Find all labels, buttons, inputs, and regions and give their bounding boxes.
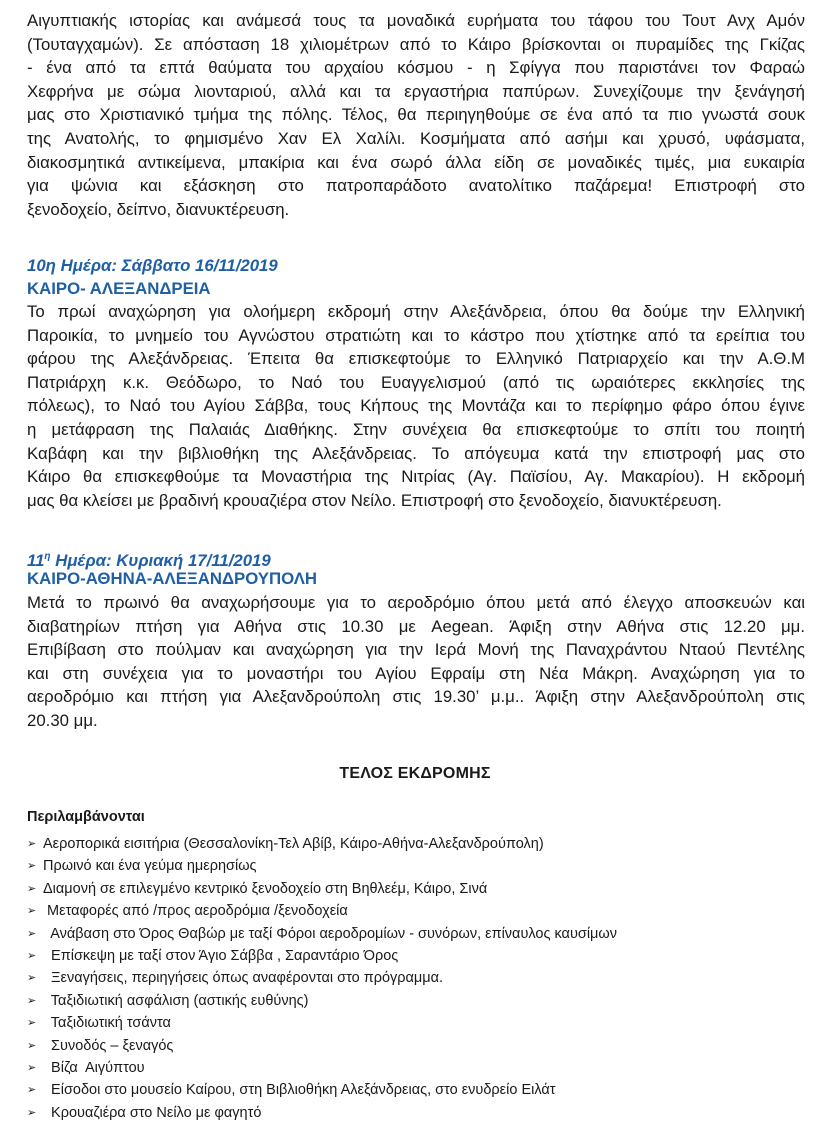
day11-line: και στη συνέχεια για το μοναστήρι του Αγίου Εφραίμ στη Νέα Μάκρη. Αναχώρηση για το xyxy=(27,663,805,683)
includes-title: Περιλαμβάνονται xyxy=(27,809,145,825)
day10-line: η μετάφραση της Παλαιάς Διαθήκης. Στην συνέχεια θα επισκεφτούμε το σπίτι του ποιητή xyxy=(27,419,805,439)
includes-item xyxy=(27,900,617,922)
day10-line: φάρου της Αλεξάνδρειας. Έπειτα θα επισκεφτούμε το Ελληνικό Πατριαρχείο και την Α.Θ.Μ xyxy=(27,349,805,369)
includes-item xyxy=(27,855,617,877)
includes-item xyxy=(27,1102,617,1124)
includes-item-text: Ταξιδιωτική τσάντα xyxy=(43,1015,171,1032)
day11-line: Μετά το πρωινό θα αναχωρήσουμε για το αεροδρόμιο όπου μετά από έλεγχο αποσκευών και xyxy=(27,593,805,612)
includes-item xyxy=(27,967,617,989)
arrow-bullet-icon: ➢ xyxy=(27,972,37,985)
day10-line: μας θα κλείσει με βραδινή κρουαζιέρα στον Νείλο. Επιστροφή στο ξενοδοχείο, διανυκτέρευση. xyxy=(27,490,722,510)
includes-item-text: Πρωινό και ένα γεύμα ημερησίως xyxy=(43,858,257,875)
arrow-bullet-icon: ➢ xyxy=(27,1084,37,1097)
day11-subtitle: ΚΑΙΡΟ-ΑΘΗΝΑ-ΑΛΕΞΑΝΔΡΟΥΠΟΛΗ xyxy=(27,569,318,588)
arrow-bullet-icon: ➢ xyxy=(27,927,37,940)
intro-line: Χεφρήνα με σώμα λιονταριού, αλλά και τα εργαστήρια παπύρων. Συνεχίζουμε την ξενάγησή xyxy=(27,81,805,101)
includes-item xyxy=(27,1079,617,1101)
arrow-bullet-icon: ➢ xyxy=(27,882,37,895)
day11-title-num: 11 xyxy=(27,551,45,570)
intro-line: της Ανατολής, το φημισμένο Χαν Ελ Χαλίλι. Κοσμήματα από ασήμι και χρυσό, υφάσματα, xyxy=(27,128,805,148)
includes-item xyxy=(27,1012,617,1034)
includes-item-text: Αεροπορικά εισιτήρια (Θεσσαλονίκη-Τελ Αβίβ, Κάιρο-Αθήνα-Αλεξανδρούπολη) xyxy=(43,836,544,852)
day10-line: Το πρωί αναχώρηση για ολοήμερη εκδρομή στην Αλεξάνδρεια, όπου θα δούμε την Ελληνική xyxy=(27,302,805,321)
intro-line: ξενοδοχείο, δείπνο, διανυκτέρευση. xyxy=(27,199,290,219)
includes-item xyxy=(27,833,617,855)
day11-title-sup: η xyxy=(44,551,51,562)
day10-line: Παροικία, το μνημείο του Αγνώστου στρατιώτη και το κάστρο που χτίστηκε από τα ερείπια του xyxy=(27,325,805,345)
end-title: ΤΕΛΟΣ ΕΚΔΡΟΜΗΣ xyxy=(339,765,491,782)
intro-line: - ένα από τα επτά θαύματα του αρχαίου κόσμου - η Σφίγγα που παριστάνει τον Φαραώ xyxy=(27,58,805,78)
day10-line: Κάιρο θα επισκεφθούμε τα Μοναστήρια της Νιτρίας (Αγ. Παϊσίου, Αγ. Μακαρίου). Η εκδρομή xyxy=(27,467,805,487)
arrow-bullet-icon: ➢ xyxy=(27,838,37,850)
includes-item-text: Ανάβαση στο Όρος Θαβώρ με ταξί Φόροι αεροδρομίων - συνόρων, επίναυλος καυσίμων xyxy=(43,925,617,942)
arrow-bullet-icon: ➢ xyxy=(27,1017,37,1030)
includes-item xyxy=(27,1057,617,1079)
day11-paragraph xyxy=(27,591,805,733)
includes-item-text: Μεταφορές από /προς αεροδρόμια /ξενοδοχεία xyxy=(43,903,348,920)
includes-item-text: Είσοδοι στο μουσείο Καίρου, στη Βιβλιοθήκη Αλεξάνδρειας, στο ενυδρείο Ειλάτ xyxy=(43,1082,556,1099)
includes-item xyxy=(27,923,617,945)
includes-item-text: Βίζα Αιγύπτου xyxy=(43,1059,145,1076)
day10-title: 10η Ημέρα: Σάββατο 16/11/2019 xyxy=(27,256,278,275)
includes-item-text: Ταξιδιωτική ασφάλιση (αστικής ευθύνης) xyxy=(43,992,309,1009)
intro-line: διακοσμητικά αντικείμενα, μπακίρια και ένα σωρό άλλα είδη σε μοναδικές τιμές, μια ευκαιρία xyxy=(27,152,805,172)
arrow-bullet-icon: ➢ xyxy=(27,905,37,918)
day11-line: Επιβίβαση στο πούλμαν και αναχώρηση για την Ιερά Μονή της Παναχράντου Νταού Πεντέλης xyxy=(27,640,805,660)
includes-item xyxy=(27,990,617,1012)
intro-paragraph xyxy=(27,9,805,221)
day11-title-rest: Ημέρα: Κυριακή 17/11/2019 xyxy=(50,551,271,570)
day11-line: διαβατηρίων πτήση για Αθήνα στις 10.30 με Aegean. Άφιξη στην Αθήνα στις 12.20 μμ. xyxy=(27,616,805,636)
day10-line: Καβάφη και την βιβλιοθήκη της Αλεξάνδρειας. Το απόγευμα κατά την επιστροφή μας στο xyxy=(27,443,805,463)
includes-item-text: Συνοδός – ξεναγός xyxy=(43,1037,174,1054)
includes-item-text: Διαμονή σε επιλεγμένο κεντρικό ξενοδοχείο στη Βηθλεέμ, Κάιρο, Σινά xyxy=(43,880,488,897)
includes-item xyxy=(27,878,617,900)
day10-subtitle: ΚΑΙΡΟ- ΑΛΕΞΑΝΔΡΕΙΑ xyxy=(27,279,211,298)
arrow-bullet-icon: ➢ xyxy=(27,1061,37,1074)
includes-item xyxy=(27,1035,617,1057)
intro-line: Αιγυπτιακής ιστορίας και ανάμεσά τους τα μοναδικά ευρήματα του τάφου του Τουτ Ανχ Αμόν xyxy=(27,11,805,30)
includes-item-text: Κρουαζιέρα στο Νείλο με φαγητό xyxy=(43,1104,262,1121)
intro-line: (Τουταγχαμών). Σε απόσταση 18 χιλιομέτρων από το Κάιρο βρίσκονται οι πυραμίδες της Γκίζας xyxy=(27,34,805,54)
day10-paragraph xyxy=(27,300,805,512)
arrow-bullet-icon: ➢ xyxy=(27,1039,37,1052)
intro-line: για ψώνια και εξάσκηση στο πατροπαράδοτο ανατολίτικο παζάρεμα! Επιστροφή στο xyxy=(27,176,805,196)
arrow-bullet-icon: ➢ xyxy=(27,1106,37,1119)
includes-item-text: Επίσκεψη με ταξί στον Άγιο Σάββα , Σαραντάριο Όρος xyxy=(43,947,399,964)
arrow-bullet-icon: ➢ xyxy=(27,860,37,873)
includes-list xyxy=(27,833,617,1124)
arrow-bullet-icon: ➢ xyxy=(27,994,37,1007)
includes-item xyxy=(27,945,617,967)
arrow-bullet-icon: ➢ xyxy=(27,949,37,962)
day10-line: Πατριάρχη κ.κ. Θεόδωρο, το Ναό του Ευαγγελισμού (από τις ωραιότερες εκκλησίες της xyxy=(27,372,805,392)
day11-line: 20.30 μμ. xyxy=(27,710,98,730)
intro-line: μας στο Χριστιανικό τμήμα της πόλης. Τέλος, θα περιηγηθούμε σε ένα από τα πιο γνωστά σουκ xyxy=(27,105,805,125)
day11-line: αεροδρόμιο και πτήση για Αλεξανδρούπολη στις 19.30’ μ.μ.. Άφιξη στην Αλεξανδρούπολη στις xyxy=(27,687,805,707)
includes-item-text: Ξεναγήσεις, περιηγήσεις όπως αναφέρονται στο πρόγραμμα. xyxy=(43,970,444,987)
day10-line: πόλεως), το Ναό του Αγίου Σάββα, τους Κήπους της Μοντάζα και το περίφημο φάρο όπου έγινε xyxy=(27,396,805,416)
